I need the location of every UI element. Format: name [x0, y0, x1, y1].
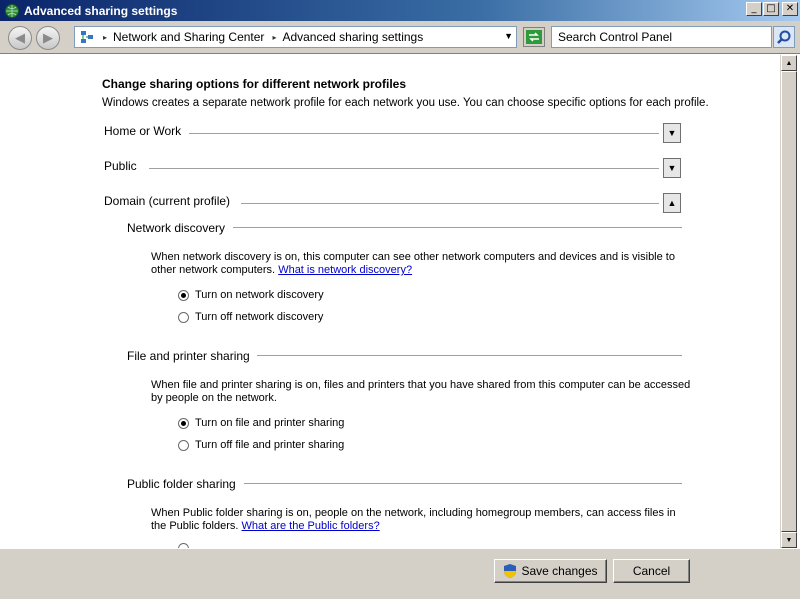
scroll-up-button[interactable]: ▲ — [781, 55, 797, 71]
refresh-button[interactable] — [523, 27, 545, 47]
divider — [257, 355, 682, 356]
breadcrumb-separator-icon[interactable]: ▸ — [272, 32, 277, 42]
network-icon — [79, 29, 95, 45]
file-printer-sharing-title: File and printer sharing — [127, 349, 250, 363]
divider — [244, 483, 682, 484]
collapse-domain-button[interactable]: ▲ — [663, 193, 681, 213]
save-changes-label: Save changes — [521, 564, 598, 578]
breadcrumb-separator-icon[interactable]: ▸ — [103, 32, 108, 42]
scroll-down-button[interactable]: ▼ — [781, 532, 797, 548]
back-button[interactable]: ◀ — [8, 26, 32, 50]
option-label: Turn on file and printer sharing — [195, 417, 345, 429]
divider — [241, 203, 659, 204]
window-title: Advanced sharing settings — [24, 3, 178, 18]
vertical-scrollbar[interactable] — [780, 55, 797, 548]
profile-domain-label[interactable]: Domain (current profile) — [104, 194, 231, 208]
turn-on-file-printer-sharing-option[interactable] — [178, 417, 344, 429]
public-folder-sharing-title: Public folder sharing — [127, 477, 236, 491]
radio-button[interactable] — [178, 312, 189, 323]
network-discovery-text — [151, 251, 691, 277]
radio-button[interactable] — [178, 418, 189, 429]
profile-public-label[interactable]: Public — [104, 159, 137, 173]
turn-off-network-discovery-option[interactable] — [178, 311, 323, 323]
expand-home-or-work-button[interactable]: ▼ — [663, 123, 681, 143]
network-discovery-description: When network discovery is on, this computer can see other network computers and devices and is visible to other network computers. — [151, 251, 675, 276]
scroll-thumb[interactable] — [781, 71, 797, 532]
settings-content — [4, 55, 780, 548]
search-button[interactable] — [773, 26, 795, 48]
save-changes-button[interactable] — [494, 559, 607, 583]
profile-home-or-work-label[interactable]: Home or Work — [104, 124, 182, 138]
option-label: Turn off file and printer sharing — [195, 439, 345, 451]
footer-bar — [0, 548, 800, 599]
turn-on-network-discovery-option[interactable] — [178, 289, 324, 301]
breadcrumb-network-sharing-center[interactable]: Network and Sharing Center — [113, 30, 265, 44]
address-bar[interactable] — [74, 26, 517, 48]
search-icon — [776, 29, 792, 45]
file-printer-sharing-text: When file and printer sharing is on, files and printers that you have shared from this computer can be accessed by people on the network. — [151, 379, 691, 404]
title-bar[interactable] — [0, 0, 800, 21]
forward-button[interactable]: ▶ — [36, 26, 60, 50]
radio-button[interactable] — [178, 440, 189, 451]
public-folder-sharing-text — [151, 507, 691, 533]
network-discovery-help-link[interactable]: What is network discovery? — [278, 264, 413, 276]
page-heading: Change sharing options for different network profiles — [102, 77, 407, 91]
address-dropdown-icon[interactable]: ▼ — [504, 31, 513, 41]
expand-public-button[interactable]: ▼ — [663, 158, 681, 178]
uac-shield-icon — [503, 563, 517, 579]
option-label: Turn off network discovery — [195, 311, 324, 323]
maximize-button[interactable]: □ — [763, 2, 779, 16]
network-discovery-title: Network discovery — [127, 221, 226, 235]
page-description: Windows creates a separate network profile for each network you use. You can choose specific options for each profile. — [102, 97, 709, 109]
divider — [149, 168, 659, 169]
breadcrumb-advanced-sharing-settings[interactable]: Advanced sharing settings — [282, 30, 424, 44]
radio-button[interactable] — [178, 290, 189, 301]
address-toolbar — [0, 21, 800, 54]
minimize-button[interactable]: _ — [746, 2, 762, 16]
public-folders-help-link[interactable]: What are the Public folders? — [241, 520, 380, 532]
close-button[interactable]: ✕ — [782, 2, 798, 16]
cancel-button[interactable]: Cancel — [613, 559, 690, 583]
network-globe-icon — [4, 3, 20, 19]
search-input[interactable]: Search Control Panel — [551, 26, 772, 48]
option-label: Turn on network discovery — [195, 289, 324, 301]
turn-off-file-printer-sharing-option[interactable] — [178, 439, 344, 451]
public-folder-description: When Public folder sharing is on, people on the network, including homegroup members, can access files in the Public folders. — [151, 507, 676, 532]
divider — [233, 227, 682, 228]
refresh-icon — [526, 30, 542, 44]
divider — [189, 133, 659, 134]
